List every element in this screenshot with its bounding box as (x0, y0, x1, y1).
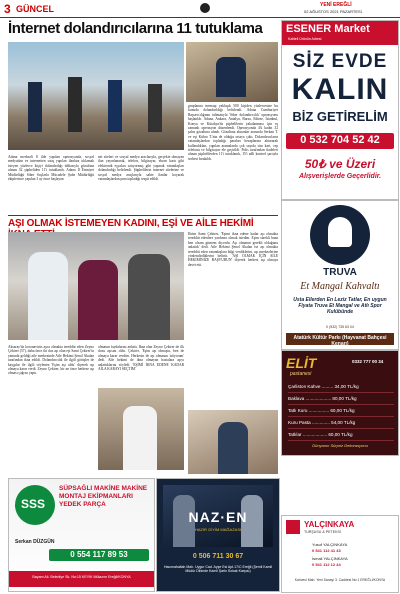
ad-yalcinkaya (281, 515, 399, 593)
ad-yalcinkaya-p2: İsmail YALÇINKAYA (312, 556, 348, 561)
ad-nazen-sub: HAZIR GİYİM MAĞAZASI (194, 527, 242, 532)
ad-esener-logo: ESENER Market (286, 23, 370, 35)
ad-sss-addr-box (9, 571, 154, 587)
ad-yalcinkaya-addr: Kahveci Mah. Yeni Sanayi 3. Caddesi No:1 EREĞLİ/KONYA (294, 578, 386, 582)
ad-truva-desc: Usta Ellerden En Leziz Tatlar, En uygun Fiyata Truva Et Mangal ve Atlı Spor Kulübünde (293, 297, 387, 315)
ad-elit-name: ELİT (286, 355, 317, 371)
ad-esener-offer: 50₺ ve Üzeri (304, 157, 376, 171)
article-divider (8, 215, 278, 216)
ad-elit-price-list (288, 381, 394, 441)
ad-yalcinkaya-ph2: 0 541 112 12 44 (312, 562, 341, 567)
ad-esener-offer2: Alışverişlerde Geçerlidir. (298, 173, 382, 180)
article2-photo-small (98, 388, 184, 470)
ad-nazen-name: NAZ·EN (188, 509, 248, 525)
ad-esener-slogan: Kaliteli Ürünün Adresi (288, 37, 322, 41)
elit-price-row: Baklava .................... 80,00 TL/kg (288, 393, 394, 405)
ad-truva (281, 200, 399, 350)
elit-price-row: Kuru Pasta .............. 54,00 TL/kg (288, 417, 394, 429)
article2-col1: Aksaray'da koronavirüs aşısı olmakta tereddüt eden Zeyno Çekirer (57), daha önce iki doz aşı olan eşi Sami Çekirer'in yanında geldiği aile merkezinde Aile Hekimi Şenol Akalan tarafından ikna edildi. Dolandırıcılık ile ilgili görüşler de kaygılar ile ilgili söylenen 'Eşim aşı oldu' diyerek aşı olmaya karar verdi. Zeyno Çekirer, bir an önce herkese aşı olması çağrısı yaptı. (8, 345, 94, 376)
ad-esener-line2: KALIN (291, 73, 389, 106)
ad-sss (8, 478, 155, 592)
elit-price-row: Çarliston Kahve ......... 34,00 TL/kg (288, 381, 394, 393)
ad-elit-phone: 0332 777 00 34 (352, 359, 384, 364)
ad-yalcinkaya-name: YALÇINKAYA (304, 520, 355, 529)
truva-horse-icon (310, 205, 370, 265)
ad-esener-line3: BİZ GETİRELİM (292, 109, 388, 124)
article2-photo (8, 232, 184, 340)
article1-col3: gruplarına mensup yaklaşık 500 kişiden yüzlercesine bu konuda dolandırıldığı belirlendi. Adana Cumhuriyet Başsavcılığının talimatıyla 'Siber dolandırıcılık' operasyonu başlatıldı. Adana, Ankara, Antalya, Bursa, Edirne, İstanbul, Konya ve Kütahya'da şüphelilerin yakalanması için eş zamanlı operasyon düzenlendi. Operasyonda 4'ü kadın 32 şahıs gözaltına alındı. Gözaltına alınanlar arasında Serkan T. ve eşi Kübra T.'nin de olduğu ortaya çıktı. Dolandırıcıların vatandaşlardan topladığı paraları hesaplarına aktararak kullandıkları, yapılan aramalarda çok sayıda sim kart, cep telefonu ve bilgisayar ele geçirildi. Polis tarafından ifadeleri alınan şüphelilerden 11'i tutuklandı, 15'i adli kontrol şartıyla serbest bırakıldı. (188, 104, 278, 161)
ad-yalcinkaya-p1: Yusuf YALÇINKAYA (312, 542, 348, 547)
article1-col2: net siteleri ve sosyal medya araclarıyla, gerçekte olmayan ilan yayınlanarak, telefon, bilgisayar, ekran kartı gibi elektronik eşyaları satıyormuş gibi yaparak vatandaşları dolandırdığı belirlendi. Şüphelilerin internet sitelerine ve sosyal medya araçlarıyla sahte ilanlar koyarak vatandaşlardan para topladığı tespit edildi. (98, 155, 184, 182)
ad-elit-footer: Dünyanın Sürpriz Dekorasyonu (312, 443, 368, 448)
ad-esener (281, 20, 399, 200)
article2-headline: AŞI OLMAK İSTEMEYEN KADINI, EŞİ VE AİLE HEKİMİ (8, 218, 254, 229)
ad-esener-phone: 0 532 704 52 42 (300, 134, 380, 146)
ad-nazen (156, 478, 280, 592)
paper-name: YENİ EREĞLİ (320, 2, 352, 8)
ad-elit (281, 350, 399, 456)
ad-nazen-addr: Hacımahallah Mah. Uygur Cad. Ayşe Esi Apt.17/C Ereğli (Şemli Kamil Müdür Dibinde Kamil Şarkı Sokak Karşısı) (163, 565, 273, 574)
ad-sss-person: Serkan DÜZGÜN (15, 539, 55, 545)
section-title: GÜNCEL (16, 4, 54, 14)
ad-esener-line1: SİZ EVDE (292, 51, 388, 72)
article1-headline: İnternet dolandırıcılarına 11 tutuklama (8, 20, 263, 37)
ad-yalcinkaya-ph1: 0 541 112 41 43 (312, 548, 341, 553)
ad-yalcinkaya-sub: TURŞUSU & PETEKSİ (304, 530, 341, 534)
header-logo-icon (200, 3, 210, 13)
elit-price-row: Tatlılar ................... 60,00 TL/kg (288, 429, 394, 441)
issue-date: 02 AĞUSTOS 2021 PAZARTESİ (304, 9, 362, 14)
ad-sss-title: SÜPSAĞLI MAKİNE MAKİNE MONTAJ EKİPMANLARI YEDEK PARÇA (59, 485, 148, 508)
page-number: 3 (4, 2, 11, 16)
article1-photo (8, 42, 184, 150)
article2-col2: olmanın faydalarını anlattı. İkna olan Zeyno Çekirer de ilk dozu aşısını oldu. Çekirer, 'Eşim aşı olmuştu, ben de olmaya karar verdim. Herkesin de aşı olmasını istiyorum' dedi. Aile hekimi de ikna olmayan hastalara aşıyı anlattıklarını söyledi. 'EŞİMİ İKNA EDENE KADAR AİLA KARAYI SEÇTİM' (98, 345, 184, 372)
ad-truva-addr: Atatürk Kültür Parkı (Hayvanat Bahçesi Kenarı) (293, 335, 387, 347)
ad-nazen-phone: 0 506 711 30 67 (192, 553, 244, 560)
article2-photo-right (188, 410, 278, 474)
ad-elit-sub: pastanesi (290, 371, 312, 377)
ad-sss-name: SSS (21, 497, 46, 511)
ad-sss-phone: 0 554 117 89 53 (70, 550, 128, 559)
ad-sss-addr: Bayam Ali. Belediye Sk. No:15 KEYİK Mülazım Ereğli/KONYA (32, 575, 131, 579)
yalcinkaya-logo-icon (286, 520, 300, 534)
elit-price-row: Tatlı Kuru ................ 60,00 TL/kg (288, 405, 394, 417)
article2-col3: İlirim Sami Çekirer, 'Eşimi ikna edene kadar aşı olmakta tereddüt edenlere yardımcı olmak istedim. Eşim sürekli bana ben olsam gitmem diyordu. Aşı olmanın gerekli olduğunu anlattık' dedi. Aile Hekimi Şenol Akalan ise aşı olmakta tereddüt eden vatandaşlara bilgi verdiklerini, aşı merkezlerine yönlendirdiklerini belirtti. 'AŞI OLMAK İÇİN AİLE HEKİMİNİZE BAŞVURUN' diyerek herkesi aşı olmaya davet etti. (188, 232, 278, 267)
ad-truva-name: TRUVA (323, 267, 357, 278)
ad-truva-phone: 0 (532) 735 63 04 (326, 325, 354, 329)
ad-truva-title: Et Mangal Kahvaltı (300, 281, 380, 292)
header-rule (0, 17, 400, 18)
article1-col1: Adana merkezli 8 ilde yapılan operasyonda, sosyal medyadan ve internetten satış yapılan ilanlara tıklamak isteyen yüzlerce kişiyi dolandırdığı iddiasıyla gözaltına alınan 32 şüpheliden 11'i tutuklandı. Adana İl Emniyet Müdürlüğü Siber Suçlarla Mücadele Şube Müdürlüğü ekiplerince yapılan 3 ay önce başlayan (8, 155, 94, 182)
